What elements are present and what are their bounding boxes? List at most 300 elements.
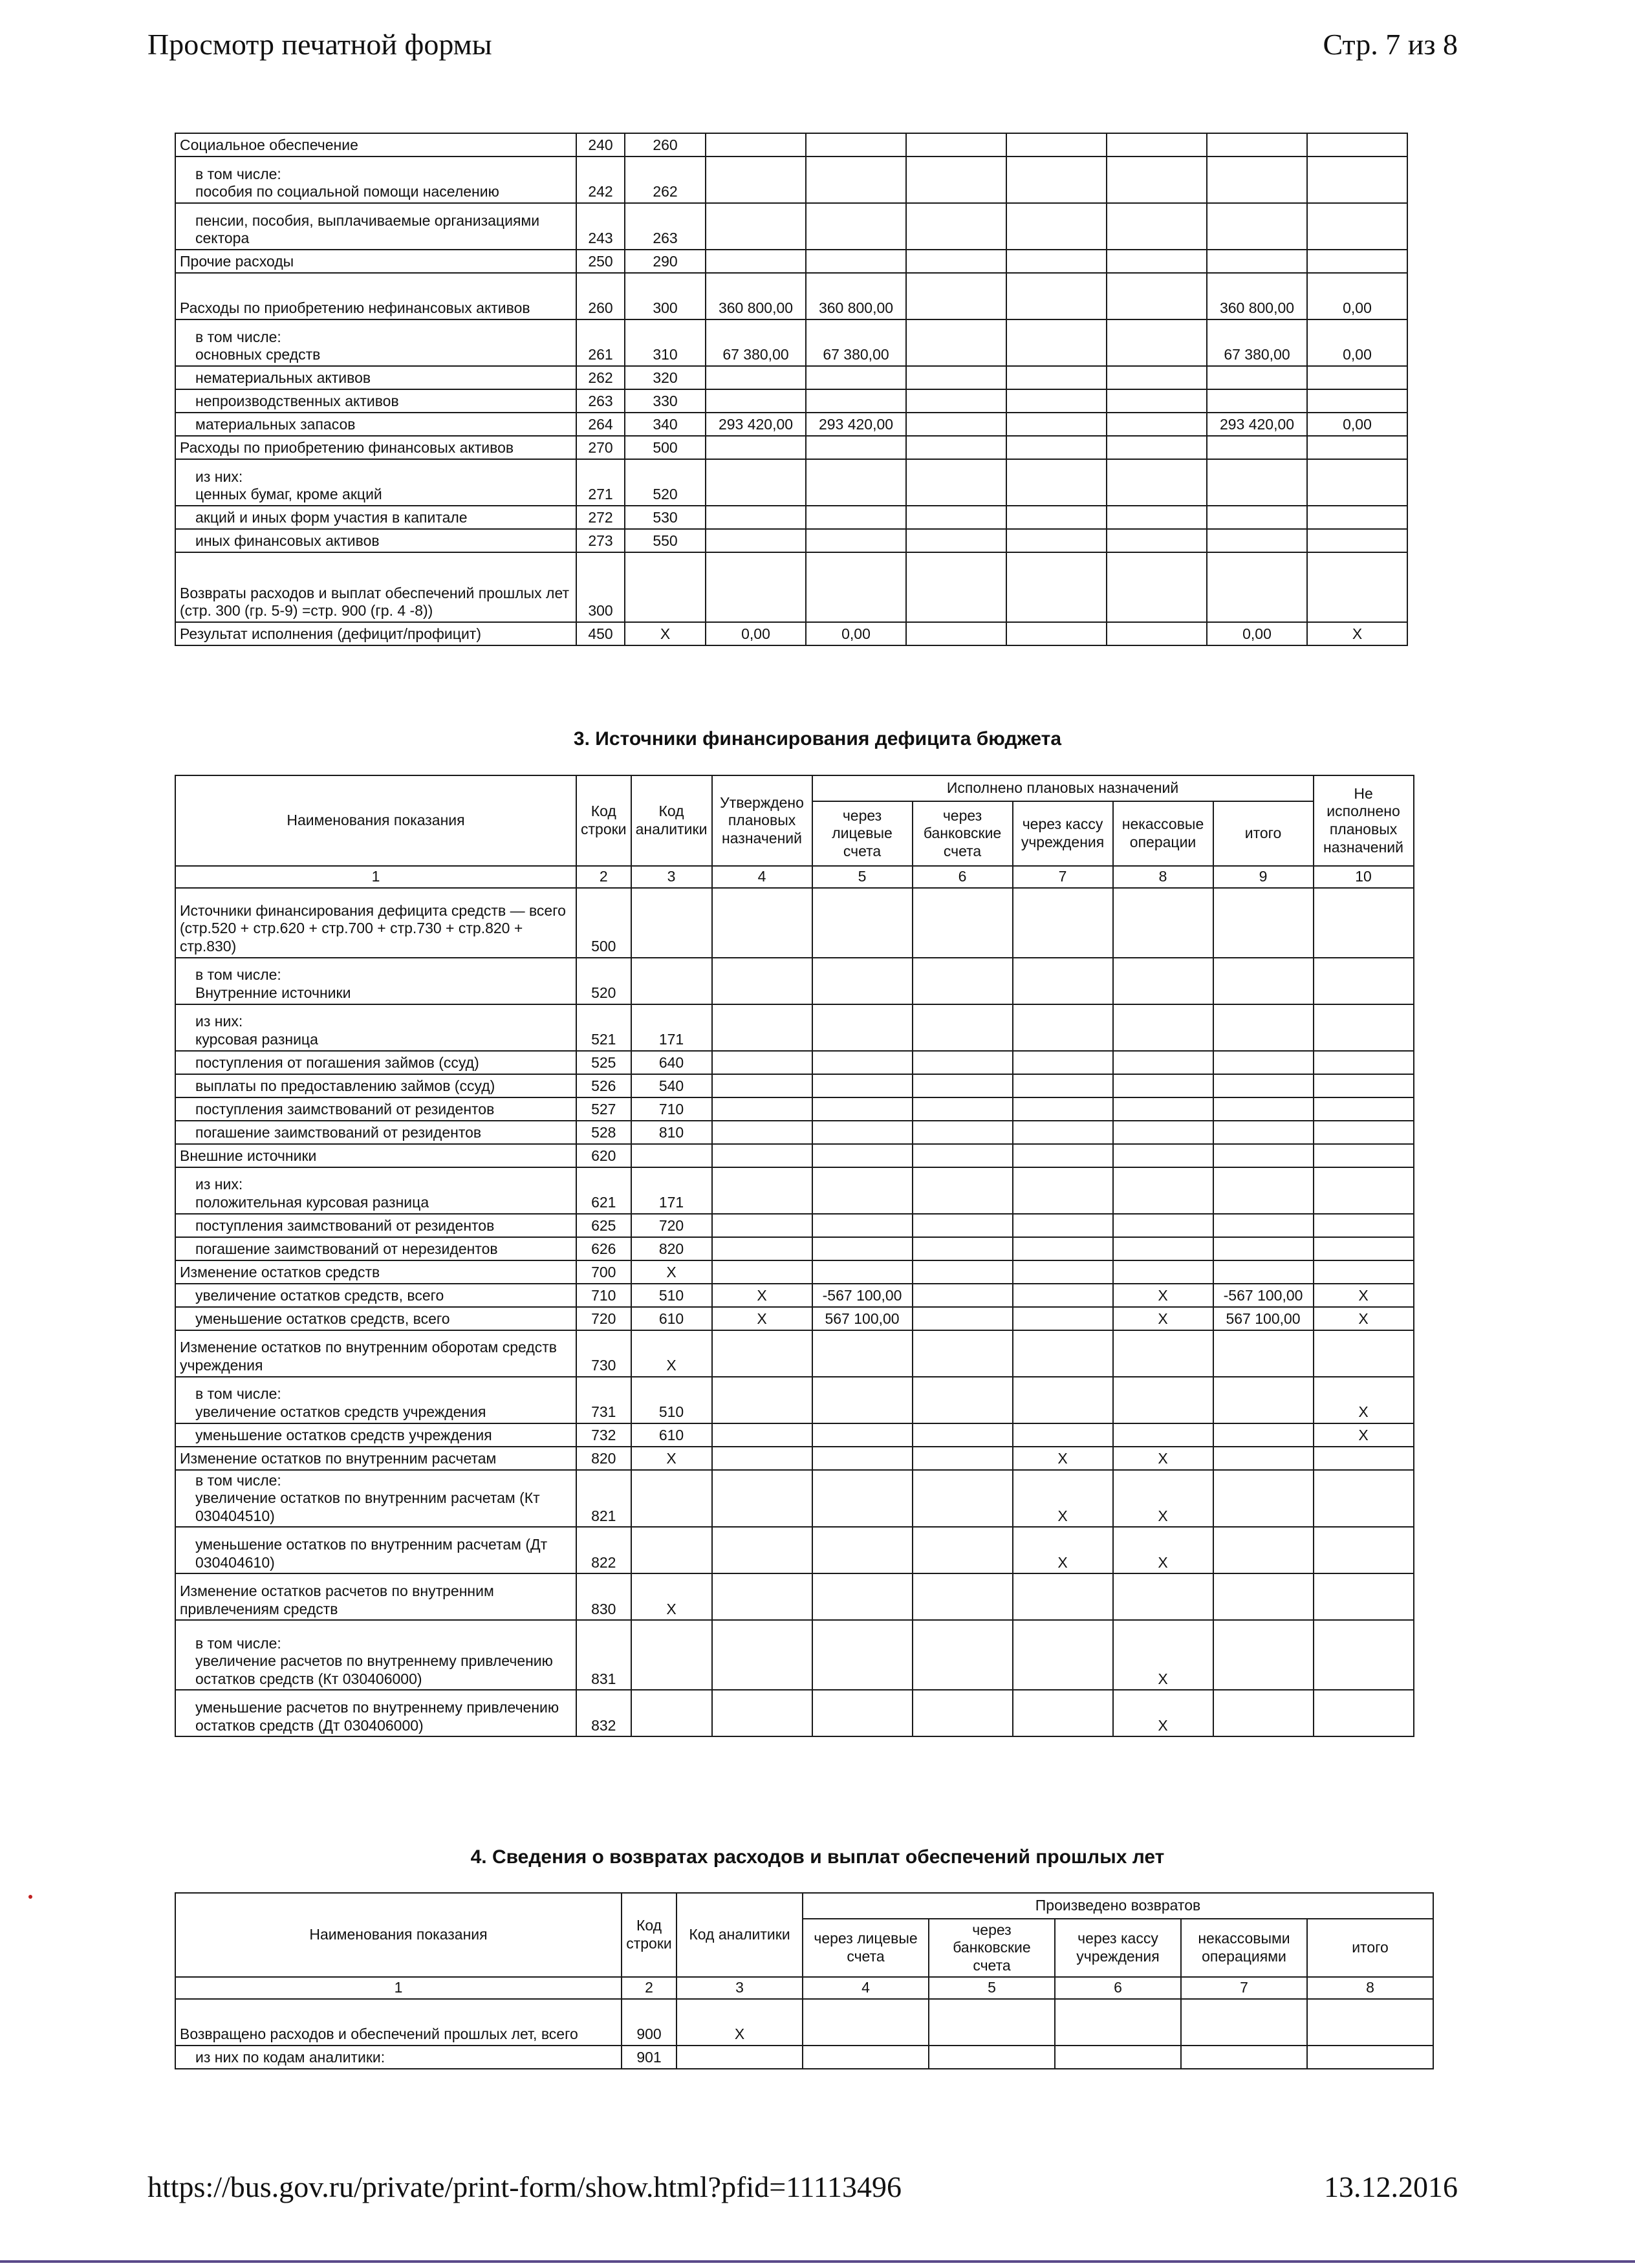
- value-cell: [712, 1423, 812, 1447]
- value-cell: [806, 250, 906, 273]
- col-executed-header: Исполнено плановых назначений: [812, 775, 1314, 801]
- value-cell: [812, 1690, 913, 1736]
- value-cell: [706, 389, 806, 413]
- value-cell: [812, 1074, 913, 1097]
- value-cell: 67 380,00: [806, 319, 906, 366]
- value-cell: [712, 1573, 812, 1620]
- table-row: [175, 2046, 1433, 2069]
- row-code: 900: [622, 1999, 677, 2046]
- value-cell: [1006, 622, 1107, 645]
- table-row: [175, 273, 1407, 319]
- row-code: 243: [576, 203, 625, 250]
- analytics-code: 720: [631, 1214, 712, 1237]
- col-bank-accounts-header: через банковские счета: [913, 801, 1013, 866]
- value-cell: [712, 1237, 812, 1260]
- analytics-code: [625, 552, 706, 622]
- analytics-code: 640: [631, 1051, 712, 1074]
- column-number: 1: [175, 866, 576, 888]
- value-cell: [1113, 1074, 1213, 1097]
- row-code: 526: [576, 1074, 631, 1097]
- value-cell: [906, 250, 1006, 273]
- value-cell: [1013, 1330, 1113, 1377]
- table-row: [175, 1307, 1414, 1330]
- row-code: 300: [576, 552, 625, 622]
- table-row: [175, 1330, 1414, 1377]
- value-cell: [1006, 436, 1107, 459]
- value-cell: [1314, 888, 1414, 958]
- analytics-code: X: [631, 1330, 712, 1377]
- value-cell: [812, 1004, 913, 1051]
- analytics-code: 540: [631, 1074, 712, 1097]
- value-cell: [1307, 459, 1407, 506]
- row-code: 720: [576, 1307, 631, 1330]
- value-cell: [1013, 888, 1113, 958]
- row-label: Изменение остатков средств: [175, 1260, 576, 1284]
- value-cell: [812, 958, 913, 1004]
- row-code: 264: [576, 413, 625, 436]
- row-code: 620: [576, 1144, 631, 1167]
- value-cell: [1113, 1260, 1213, 1284]
- table-row: [175, 1167, 1414, 1214]
- value-cell: [929, 2046, 1055, 2069]
- col-total-header: итого: [1213, 801, 1314, 866]
- value-cell: X: [1113, 1470, 1213, 1528]
- value-cell: [1213, 1051, 1314, 1074]
- value-cell: [1013, 1260, 1113, 1284]
- analytics-code: 530: [625, 506, 706, 529]
- value-cell: [1213, 1237, 1314, 1260]
- col-cash-desk-header: через кассу учреждения: [1055, 1919, 1181, 1977]
- analytics-code: X: [631, 1447, 712, 1470]
- value-cell: [706, 506, 806, 529]
- section-4-title: 4. Сведения о возвратах расходов и выплат обеспечений прошлых лет: [470, 1846, 1165, 1868]
- row-label: уменьшение остатков средств, всего: [175, 1307, 576, 1330]
- value-cell: [1107, 203, 1207, 250]
- row-label: Источники финансирования дефицита средств — всего (стр.520 + стр.620 + стр.700 + стр.730 + стр.820 + стр.830): [175, 888, 576, 958]
- table-row: [175, 1074, 1414, 1097]
- value-cell: [906, 273, 1006, 319]
- value-cell: [1207, 529, 1307, 552]
- col-non-cash-header: некассовыми операциями: [1181, 1919, 1307, 1977]
- value-cell: [1013, 1690, 1113, 1736]
- value-cell: 360 800,00: [706, 273, 806, 319]
- value-cell: [1314, 1004, 1414, 1051]
- analytics-code: 171: [631, 1004, 712, 1051]
- col-name-header: Наименования показания: [175, 775, 576, 866]
- value-cell: X: [1113, 1527, 1213, 1573]
- value-cell: [906, 413, 1006, 436]
- analytics-code: [631, 1527, 712, 1573]
- value-cell: [1006, 459, 1107, 506]
- value-cell: [913, 1330, 1013, 1377]
- value-cell: [712, 1447, 812, 1470]
- table-row: [175, 622, 1407, 645]
- value-cell: [1213, 1214, 1314, 1237]
- col-not-executed-header: Не исполнено плановых назначений: [1314, 775, 1414, 866]
- value-cell: [1314, 1260, 1414, 1284]
- value-cell: [1013, 1004, 1113, 1051]
- table-row: [175, 1620, 1414, 1690]
- row-label: Изменение остатков по внутренним оборотам средств учреждения: [175, 1330, 576, 1377]
- value-cell: [1113, 1167, 1213, 1214]
- row-code: 520: [576, 958, 631, 1004]
- value-cell: [712, 1620, 812, 1690]
- value-cell: [1107, 157, 1207, 203]
- value-cell: [913, 1167, 1013, 1214]
- analytics-code: [631, 1144, 712, 1167]
- row-label: в том числе: увеличение остатков средств учреждения: [175, 1377, 576, 1423]
- column-number: 5: [929, 1977, 1055, 1999]
- value-cell: [712, 1214, 812, 1237]
- value-cell: [1307, 506, 1407, 529]
- col-personal-accounts-header: через лицевые счета: [812, 801, 913, 866]
- value-cell: [1113, 1051, 1213, 1074]
- table-row: [175, 1004, 1414, 1051]
- value-cell: [913, 1447, 1013, 1470]
- table-row: [175, 203, 1407, 250]
- row-code: 242: [576, 157, 625, 203]
- value-cell: [913, 1097, 1013, 1121]
- column-number: 3: [631, 866, 712, 888]
- analytics-code: 810: [631, 1121, 712, 1144]
- col-code-row-header: Код строки: [576, 775, 631, 866]
- value-cell: [906, 366, 1006, 389]
- row-label: из них: положительная курсовая разница: [175, 1167, 576, 1214]
- value-cell: [906, 622, 1006, 645]
- value-cell: [1107, 529, 1207, 552]
- value-cell: X: [1113, 1447, 1213, 1470]
- row-label: уменьшение расчетов по внутреннему привлечению остатков средств (Дт 030406000): [175, 1690, 576, 1736]
- value-cell: [1013, 1051, 1113, 1074]
- value-cell: [1107, 459, 1207, 506]
- value-cell: X: [712, 1284, 812, 1307]
- print-preview-title: Просмотр печатной формы: [147, 28, 492, 61]
- row-label: из них: курсовая разница: [175, 1004, 576, 1051]
- value-cell: [1006, 389, 1107, 413]
- value-cell: [906, 157, 1006, 203]
- value-cell: [1307, 2046, 1433, 2069]
- value-cell: [906, 552, 1006, 622]
- value-cell: [712, 1004, 812, 1051]
- value-cell: [1013, 1097, 1113, 1121]
- value-cell: X: [1013, 1470, 1113, 1528]
- column-number: 10: [1314, 866, 1414, 888]
- table-row: [175, 319, 1407, 366]
- analytics-code: 262: [625, 157, 706, 203]
- value-cell: [1314, 1447, 1414, 1470]
- value-cell: [1113, 1573, 1213, 1620]
- value-cell: X: [1013, 1527, 1113, 1573]
- value-cell: [1006, 529, 1107, 552]
- value-cell: 0,00: [706, 622, 806, 645]
- value-cell: [906, 436, 1006, 459]
- value-cell: [1314, 1690, 1414, 1736]
- row-code: 822: [576, 1527, 631, 1573]
- value-cell: [1213, 1423, 1314, 1447]
- value-cell: [1307, 157, 1407, 203]
- row-code: 626: [576, 1237, 631, 1260]
- row-code: 732: [576, 1423, 631, 1447]
- value-cell: [913, 1284, 1013, 1307]
- value-cell: [1181, 2046, 1307, 2069]
- value-cell: [1107, 319, 1207, 366]
- value-cell: [812, 1527, 913, 1573]
- analytics-code: 500: [625, 436, 706, 459]
- table-row: [175, 1284, 1414, 1307]
- table-row: [175, 506, 1407, 529]
- analytics-code: X: [631, 1573, 712, 1620]
- value-cell: [1307, 436, 1407, 459]
- value-cell: [706, 133, 806, 157]
- value-cell: [929, 1999, 1055, 2046]
- value-cell: [806, 389, 906, 413]
- value-cell: [906, 529, 1006, 552]
- value-cell: [706, 366, 806, 389]
- table-row: [175, 459, 1407, 506]
- table-row: [175, 366, 1407, 389]
- value-cell: [1013, 1237, 1113, 1260]
- col-bank-accounts-header: через банковские счета: [929, 1919, 1055, 1977]
- value-cell: [812, 1237, 913, 1260]
- value-cell: X: [1113, 1690, 1213, 1736]
- value-cell: [1307, 250, 1407, 273]
- analytics-code: 320: [625, 366, 706, 389]
- analytics-code: 310: [625, 319, 706, 366]
- value-cell: [1314, 1620, 1414, 1690]
- value-cell: [812, 1447, 913, 1470]
- column-number: 3: [677, 1977, 803, 1999]
- print-date: 13.12.2016: [1324, 2170, 1458, 2203]
- value-cell: [1213, 1144, 1314, 1167]
- row-label: Возвращено расходов и обеспечений прошлых лет, всего: [175, 1999, 622, 2046]
- table-row: [175, 1260, 1414, 1284]
- column-number: 4: [803, 1977, 929, 1999]
- analytics-code: 610: [631, 1307, 712, 1330]
- row-code: 261: [576, 319, 625, 366]
- value-cell: [1207, 157, 1307, 203]
- column-number: 8: [1307, 1977, 1433, 1999]
- value-cell: [812, 888, 913, 958]
- row-label: Прочие расходы: [175, 250, 576, 273]
- value-cell: [1314, 1573, 1414, 1620]
- value-cell: [913, 1051, 1013, 1074]
- row-label: увеличение остатков средств, всего: [175, 1284, 576, 1307]
- analytics-code: 300: [625, 273, 706, 319]
- row-label: иных финансовых активов: [175, 529, 576, 552]
- analytics-code: [631, 1620, 712, 1690]
- table-row: [175, 1214, 1414, 1237]
- row-code: 820: [576, 1447, 631, 1470]
- analytics-code: 260: [625, 133, 706, 157]
- row-label: Изменение остатков по внутренним расчетам: [175, 1447, 576, 1470]
- value-cell: [806, 133, 906, 157]
- table-row: [175, 1447, 1414, 1470]
- value-cell: [1307, 552, 1407, 622]
- row-code: 270: [576, 436, 625, 459]
- value-cell: [1006, 319, 1107, 366]
- value-cell: [806, 552, 906, 622]
- value-cell: [812, 1620, 913, 1690]
- row-code: 832: [576, 1690, 631, 1736]
- value-cell: [1013, 1121, 1113, 1144]
- value-cell: [812, 1097, 913, 1121]
- value-cell: [1314, 1167, 1414, 1214]
- row-code: 528: [576, 1121, 631, 1144]
- value-cell: [1013, 1573, 1113, 1620]
- value-cell: [812, 1214, 913, 1237]
- value-cell: [1314, 1470, 1414, 1528]
- value-cell: [1013, 958, 1113, 1004]
- value-cell: [812, 1573, 913, 1620]
- value-cell: [1006, 133, 1107, 157]
- value-cell: [1213, 1690, 1314, 1736]
- value-cell: [1055, 2046, 1181, 2069]
- value-cell: [913, 1377, 1013, 1423]
- analytics-code: 710: [631, 1097, 712, 1121]
- value-cell: [913, 888, 1013, 958]
- value-cell: [1113, 1097, 1213, 1121]
- value-cell: [1314, 1097, 1414, 1121]
- returns-table: [175, 1892, 1434, 2069]
- value-cell: 567 100,00: [1213, 1307, 1314, 1330]
- value-cell: [1113, 1237, 1213, 1260]
- table-row: [175, 1051, 1414, 1074]
- column-number: 6: [1055, 1977, 1181, 1999]
- value-cell: [812, 1423, 913, 1447]
- analytics-code: [631, 958, 712, 1004]
- value-cell: [806, 366, 906, 389]
- value-cell: [1006, 413, 1107, 436]
- row-label: в том числе: увеличение расчетов по внутреннему привлечению остатков средств (Кт 030406000): [175, 1620, 576, 1690]
- table-row: [175, 1573, 1414, 1620]
- expenses-table: [175, 133, 1408, 646]
- value-cell: [1314, 958, 1414, 1004]
- row-code: 625: [576, 1214, 631, 1237]
- value-cell: [1006, 203, 1107, 250]
- value-cell: [712, 1527, 812, 1573]
- row-label: Результат исполнения (дефицит/профицит): [175, 622, 576, 645]
- column-number: 7: [1181, 1977, 1307, 1999]
- row-code: 240: [576, 133, 625, 157]
- row-code: 500: [576, 888, 631, 958]
- value-cell: [803, 2046, 929, 2069]
- row-code: 450: [576, 622, 625, 645]
- value-cell: [1314, 1121, 1414, 1144]
- value-cell: [1213, 1167, 1314, 1214]
- table-row: [175, 133, 1407, 157]
- value-cell: [1107, 552, 1207, 622]
- value-cell: [1213, 1330, 1314, 1377]
- table-row: [175, 1527, 1414, 1573]
- row-label: поступления от погашения займов (ссуд): [175, 1051, 576, 1074]
- col-total-header: итого: [1307, 1919, 1433, 1977]
- value-cell: [1213, 1097, 1314, 1121]
- value-cell: [913, 1237, 1013, 1260]
- table-row: [175, 1237, 1414, 1260]
- page-counter: Стр. 7 из 8: [1323, 28, 1458, 61]
- value-cell: [1107, 273, 1207, 319]
- value-cell: [812, 1051, 913, 1074]
- analytics-code: [631, 1470, 712, 1528]
- value-cell: -567 100,00: [1213, 1284, 1314, 1307]
- value-cell: X: [1113, 1620, 1213, 1690]
- row-code: 272: [576, 506, 625, 529]
- row-label: Внешние источники: [175, 1144, 576, 1167]
- value-cell: [913, 1260, 1013, 1284]
- value-cell: [1113, 1144, 1213, 1167]
- value-cell: [812, 1167, 913, 1214]
- value-cell: [1055, 1999, 1181, 2046]
- analytics-code: [631, 1690, 712, 1736]
- table-row: [175, 1470, 1414, 1528]
- analytics-code: X: [631, 1260, 712, 1284]
- table-row: [175, 436, 1407, 459]
- value-cell: [1207, 436, 1307, 459]
- value-cell: [806, 506, 906, 529]
- value-cell: [706, 203, 806, 250]
- analytics-code: 610: [631, 1423, 712, 1447]
- value-cell: [1213, 1447, 1314, 1470]
- table-row: [175, 250, 1407, 273]
- value-cell: [906, 133, 1006, 157]
- value-cell: [913, 1074, 1013, 1097]
- row-label: пенсии, пособия, выплачиваемые организациями сектора: [175, 203, 576, 250]
- value-cell: [1307, 1999, 1433, 2046]
- row-label: из них по кодам аналитики:: [175, 2046, 622, 2069]
- table-row: [175, 1097, 1414, 1121]
- value-cell: [812, 1377, 913, 1423]
- row-code: 730: [576, 1330, 631, 1377]
- value-cell: [913, 1527, 1013, 1573]
- row-label: погашение заимствований от резидентов: [175, 1121, 576, 1144]
- value-cell: X: [712, 1307, 812, 1330]
- column-number: 2: [622, 1977, 677, 1999]
- row-label: акций и иных форм участия в капитале: [175, 506, 576, 529]
- table-row: [175, 1144, 1414, 1167]
- value-cell: [812, 1121, 913, 1144]
- row-label: в том числе: пособия по социальной помощи населению: [175, 157, 576, 203]
- value-cell: [913, 1470, 1013, 1528]
- value-cell: [1314, 1214, 1414, 1237]
- value-cell: [1213, 1527, 1314, 1573]
- value-cell: [913, 1144, 1013, 1167]
- value-cell: [712, 1074, 812, 1097]
- row-code: 700: [576, 1260, 631, 1284]
- value-cell: [1207, 133, 1307, 157]
- col-code-analytics-header: Код аналитики: [631, 775, 712, 866]
- value-cell: 0,00: [1307, 413, 1407, 436]
- table-row: [175, 529, 1407, 552]
- value-cell: [1006, 250, 1107, 273]
- value-cell: [1113, 1121, 1213, 1144]
- value-cell: [1314, 1237, 1414, 1260]
- value-cell: [712, 1690, 812, 1736]
- table-row: [175, 1121, 1414, 1144]
- col-returned-header: Произведено возвратов: [803, 1893, 1433, 1919]
- analytics-code: 340: [625, 413, 706, 436]
- value-cell: [1113, 1330, 1213, 1377]
- value-cell: [712, 1330, 812, 1377]
- row-code: 273: [576, 529, 625, 552]
- analytics-code: 330: [625, 389, 706, 413]
- col-personal-accounts-header: через лицевые счета: [803, 1919, 929, 1977]
- col-code-row-header: Код строки: [622, 1893, 677, 1977]
- value-cell: X: [1307, 622, 1407, 645]
- value-cell: [1113, 958, 1213, 1004]
- row-label: Возвраты расходов и выплат обеспечений прошлых лет (стр. 300 (гр. 5-9) =стр. 900 (гр. 4 -8)): [175, 552, 576, 622]
- table-row: [175, 958, 1414, 1004]
- value-cell: [906, 319, 1006, 366]
